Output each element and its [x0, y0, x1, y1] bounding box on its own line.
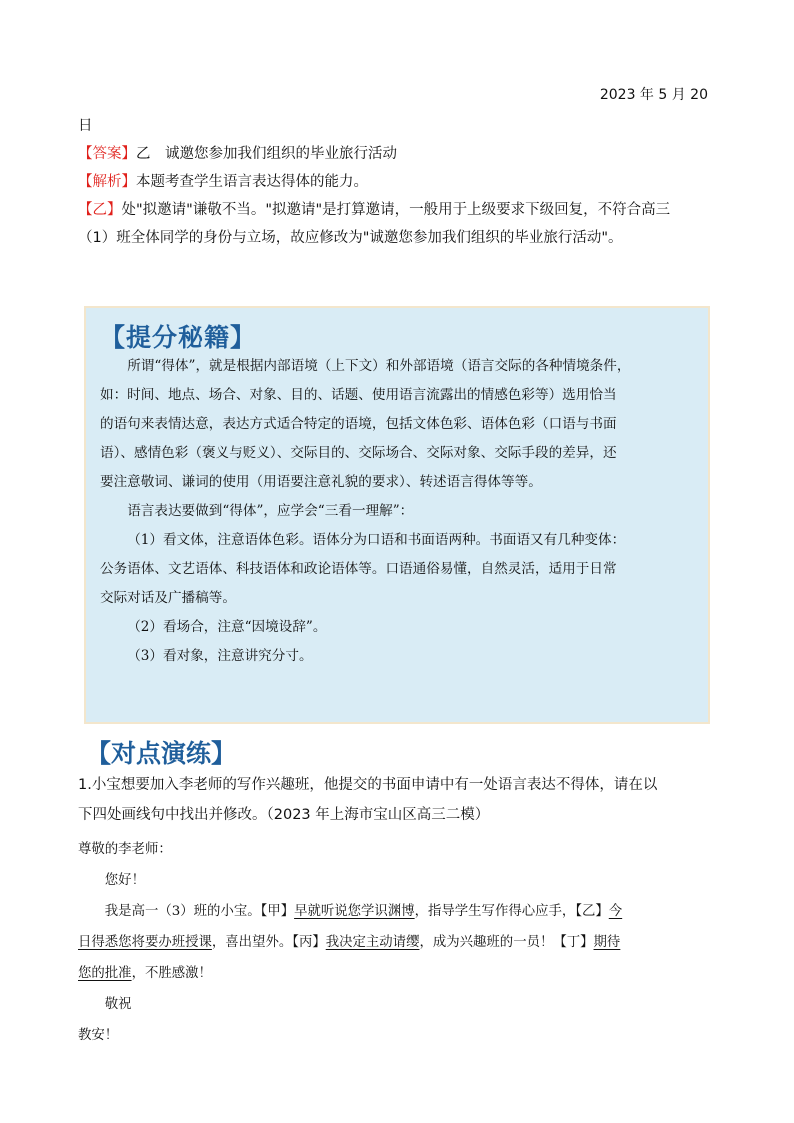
answer-section — [78, 112, 718, 252]
tips-p1-line3: 的语句来表情达意，表达方式适合特定的语境，包括文体色彩、语体色彩（口语与书面 — [100, 416, 617, 432]
tips-p2: 语言表达要做到“得体”，应学会“三看一理解”： — [127, 503, 414, 519]
analysis-label: 【解析】 — [78, 174, 136, 190]
tips-p1-line2: 如：时间、地点、场合、对象、目的、话题、使用语言流露出的情感色彩等）选用恰当 — [100, 387, 617, 403]
underlined-sentence-bing: 我决定主动请缨 — [325, 935, 420, 950]
underlined-sentence-ding: 期待 — [593, 935, 621, 950]
letter-line-3 — [78, 958, 718, 989]
underlined-sentence-yi: 今 — [608, 904, 623, 919]
letter-line-1 — [78, 896, 718, 927]
explain-line-1 — [78, 196, 718, 224]
tips-p3-line3: 交际对话及广播稿等。 — [100, 590, 236, 606]
practice-title: 【对点演练】 — [86, 739, 237, 768]
question-1 — [78, 770, 718, 830]
letter-text: ，成为兴趣班的一员！【丁】 — [419, 935, 594, 950]
tips-box — [84, 306, 710, 724]
explain-line-2: （1）班全体同学的身份与立场，故应修改为"诚邀您参加我们组织的毕业旅行活动"。 — [78, 230, 623, 246]
tips-p1-line4: 语）、感情色彩（褒义与贬义）、交际目的、交际场合、交际对象、交际手段的差异，还 — [100, 445, 617, 461]
underlined-sentence-jia: 早就听说您学识渊博 — [294, 904, 415, 919]
question-1-line2: 下四处画线句中找出并修改。（2023 年上海市宝山区高三二模） — [78, 807, 490, 823]
tips-p1-line5: 要注意敬词、谦词的使用（用语要注意礼貌的要求）、转述语言得体等等。 — [100, 474, 542, 490]
underlined-sentence-ding: 您的批准 — [78, 966, 132, 981]
question-1-line1: 1.小宝想要加入李老师的写作兴趣班，他提交的书面申请中有一处语言表达不得体，请在以 — [78, 777, 658, 793]
analysis-text: 本题考查学生语言表达得体的能力。 — [136, 174, 368, 190]
answer-label: 【答案】 — [78, 146, 136, 162]
letter-text: ，喜出望外。【丙】 — [211, 935, 326, 950]
explain-label: 【乙】 — [78, 202, 122, 218]
letter-line-2 — [78, 927, 718, 958]
letter-closing-2: 教安！ — [78, 1028, 119, 1043]
tips-p3-line1: （1）看文体，注意语体色彩。语体分为口语和书面语两种。书面语又有几种变体： — [127, 532, 626, 548]
underlined-sentence-yi: 日得悉您将要办班授课 — [78, 935, 212, 950]
date-tail: 日 — [78, 118, 93, 134]
letter-text: 我是高一（3）班的小宝。【甲】 — [104, 904, 295, 919]
tips-p5: （3）看对象，注意讲究分寸。 — [127, 648, 313, 664]
letter-text: ，不胜感激！ — [131, 966, 212, 981]
letter-greeting: 您好！ — [104, 873, 145, 888]
tips-title: 【提分秘籍】 — [100, 323, 257, 352]
letter-text: ，指导学生写作得心应手，【乙】 — [414, 904, 609, 919]
answer-line — [78, 140, 718, 168]
tips-p1-line1: 所谓“得体”，就是根据内部语境（上下文）和外部语境（语言交际的各种情境条件， — [127, 358, 631, 374]
application-letter — [78, 834, 718, 1051]
analysis-line — [78, 168, 718, 196]
answer-value: 乙 诚邀您参加我们组织的毕业旅行活动 — [136, 146, 397, 162]
tips-body — [100, 352, 700, 671]
tips-p4: （2）看场合，注意“因境设辞”。 — [127, 619, 327, 635]
letter-salutation: 尊敬的李老师： — [78, 842, 172, 857]
date-line: 2023 年 5 月 20 — [599, 87, 708, 103]
explain-text-1: 处"拟邀请"谦敬不当。"拟邀请"是打算邀请，一般用于上级要求下级回复，不符合高三 — [121, 202, 671, 218]
tips-p3-line2: 公务语体、文艺语体、科技语体和政论语体等。口语通俗易懂，自然灵活，适用于日常 — [100, 561, 617, 577]
letter-closing-1: 敬祝 — [104, 997, 132, 1012]
